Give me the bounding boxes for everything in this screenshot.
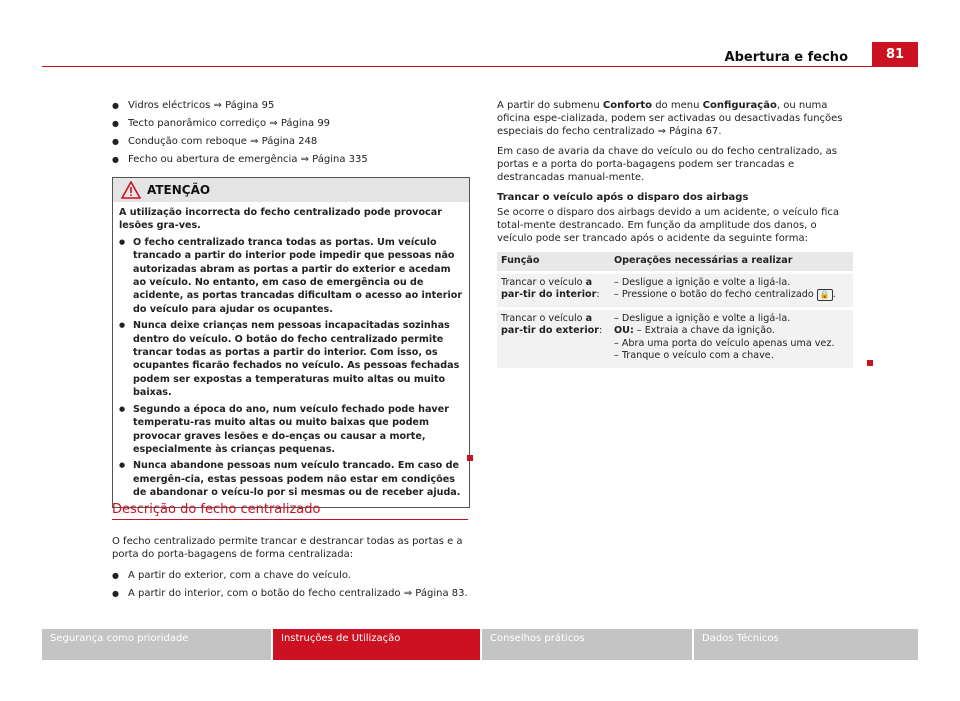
footer-tab-conselhos[interactable]: Conselhos práticos <box>482 629 692 660</box>
table-header-row <box>497 252 853 272</box>
list-item[interactable]: ● A partir do interior, com o botão do fecho centralizado ⇒ Página 83. <box>112 587 468 600</box>
warning-triangle-icon <box>121 181 141 199</box>
section-intro: O fecho centralizado permite trancar e destrancar todas as portas e a porta do porta-bagagens de forma centralizada: <box>112 536 463 560</box>
end-marker <box>467 455 473 461</box>
text-run: A partir do submenu <box>497 100 603 111</box>
text-run: : <box>596 289 600 300</box>
end-marker <box>867 360 873 366</box>
section-rule <box>112 519 468 520</box>
column-header: Operações necessárias a realizar <box>610 252 853 272</box>
warning-item: ● O fecho centralizado tranca todas as portas. Um veículo trancado a partir do interior pode impedir que pessoas não autorizadas abram as portas a partir do exterior e acedam ao veículo. No entanto, em caso de emergência ou de acidente, as portas trancadas dificultam o acesso ao interior do veículo para ajudar os ocupantes. <box>119 236 463 316</box>
list-item: ● A partir do exterior, com a chave do veículo. <box>112 569 468 582</box>
step-text: – Abra uma porta do veículo apenas uma vez. <box>614 337 835 349</box>
text-run: Trancar o veículo <box>501 276 586 288</box>
warning-body <box>113 202 469 507</box>
subheading: Trancar o veículo após o disparo dos airbags <box>497 192 749 203</box>
paragraph-malfunction: Em caso de avaria da chave do veículo ou do fecho centralizado, as portas e a porta do porta-bagagens podem ser trancadas e destrancadas manual-mente. <box>497 146 838 183</box>
text-run: : <box>598 325 603 336</box>
warning-intro: A utilização incorrecta do fecho centralizado pode provocar lesões gra-ves. <box>119 207 442 232</box>
text-run: OU: <box>614 325 634 336</box>
table-row <box>497 272 853 308</box>
step-text: – Tranque o veículo com a chave. <box>614 350 774 361</box>
text-run: a par-tir do interior <box>501 276 597 300</box>
header-title: Abertura e fecho <box>724 50 848 65</box>
text-run: do menu <box>652 100 703 111</box>
warning-box <box>112 177 470 508</box>
step-text: – Desligue a ignição e volte a ligá-la. <box>614 312 791 324</box>
right-column <box>497 99 853 371</box>
menu-name-conforto: Conforto <box>602 100 653 111</box>
text-run: . <box>832 289 836 300</box>
text-run: Trancar o veículo <box>501 312 586 324</box>
list-item[interactable]: ● Condução com reboque ⇒ Página 248 <box>112 135 468 148</box>
footer-tab-seguranca[interactable]: Segurança como prioridade <box>42 629 271 660</box>
paragraph-airbags: Se ocorre o disparo dos airbags devido a um acidente, o veículo fica total-mente destrancado. Em função da amplitude dos danos, o veículo pode ser trancado após o acidente da seguinte forma: <box>497 207 840 244</box>
step-text <box>614 289 849 302</box>
paragraph-settings <box>497 99 853 138</box>
operations-table <box>497 252 853 371</box>
lock-key-icon: 🔒 <box>817 289 833 301</box>
section-title: Descrição do fecho centralizado <box>112 502 321 517</box>
text-run: , ou numa oficina espe-cializada, podem ser activadas ou desactivadas funções especiais do fecho centralizado ⇒ Página 67. <box>497 100 843 137</box>
text-run: a par-tir do exterior <box>501 312 599 336</box>
text-run: – Extraia a chave da ignição. <box>633 325 775 336</box>
column-header: Função <box>497 252 610 272</box>
table-cell <box>497 308 610 369</box>
step-text <box>614 325 849 338</box>
list-item[interactable]: ● Vidros eléctricos ⇒ Página 95 <box>112 99 468 112</box>
footer-tab-dados[interactable]: Dados Técnicos <box>694 629 918 660</box>
warning-item: ● Nunca deixe crianças nem pessoas incapacitadas sozinhas dentro do veículo. O botão do fecho centralizado permite trancar todas as portas a partir do interior. Com isso, os ocupantes ficarão fechados no veículo. As pessoas fechadas podem ser expostas a temperaturas muito altas ou muito baixas. <box>119 319 463 399</box>
table-cell <box>610 272 853 308</box>
step-text: – Desligue a ignição e volte a ligá-la. <box>614 276 791 288</box>
section-body <box>112 535 468 605</box>
page-number: 81 <box>872 42 918 67</box>
menu-name-configuracao: Configuração <box>702 100 777 111</box>
table-cell <box>497 272 610 308</box>
warning-title: ATENÇÃO <box>147 183 211 197</box>
text-run: – Pressione o botão do fecho centralizado <box>614 289 817 300</box>
table-cell <box>610 308 853 369</box>
warning-header <box>113 178 469 202</box>
list-item[interactable]: ● Tecto panorâmico corrediço ⇒ Página 99 <box>112 117 468 130</box>
header-rule <box>42 66 918 67</box>
footer-tab-instrucoes[interactable]: Instruções de Utilização <box>273 629 480 660</box>
left-bullet-list <box>112 99 468 171</box>
warning-item: ● Nunca abandone pessoas num veículo trancado. Em caso de emergên-cia, estas pessoas podem não estar em condições de abandonar o veícu-lo por si mesmas ou de receber ajuda. <box>119 459 463 499</box>
list-item[interactable]: ● Fecho ou abertura de emergência ⇒ Página 335 <box>112 153 468 166</box>
table-row <box>497 308 853 369</box>
warning-item: ● Segundo a época do ano, num veículo fechado pode haver temperatu-ras muito altas ou muito baixas que podem provocar graves lesões e do-enças ou causar a morte, especialmente às crianças pequenas. <box>119 403 463 457</box>
